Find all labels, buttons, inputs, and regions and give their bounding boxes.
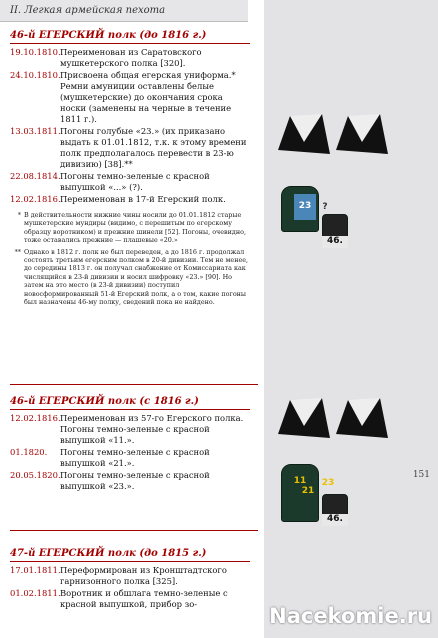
entry xyxy=(10,126,250,170)
section-46-after-1816 xyxy=(0,396,260,493)
entry xyxy=(10,413,250,446)
section-47-before-1815 xyxy=(0,548,260,611)
entry-text: Погоны темно-зеленые с красной выпушкой «...» (?). xyxy=(60,171,210,192)
strap-label: ? xyxy=(322,202,328,212)
entry xyxy=(10,588,250,610)
footnote xyxy=(10,248,250,307)
strap-label: 21 xyxy=(301,486,315,496)
entry-text: Переформирован из Кронштадтского гарнизонного полка [325]. xyxy=(60,565,227,586)
section-title: 46-й ЕГЕРСКИЙ полк (с 1816 г.) xyxy=(10,396,250,410)
entry-text: Переименован в 17-й Егерский полк. xyxy=(60,194,226,204)
section-title: 47-й ЕГЕРСКИЙ полк (до 1815 г.) xyxy=(10,548,250,562)
page-number: 151 xyxy=(412,470,430,480)
entry xyxy=(10,470,250,492)
strap-label: 46. xyxy=(322,514,348,526)
entry-date: 20.05.1820. xyxy=(10,470,61,480)
section-title: 46-й ЕГЕРСКИЙ полк (до 1816 г.) xyxy=(10,30,250,44)
section-46-before-1816 xyxy=(0,30,260,309)
strap-label: 23 xyxy=(321,478,335,488)
footnotes xyxy=(10,211,250,306)
entry xyxy=(10,171,250,193)
entry-text: Погоны голубые «23.» (их приказано выдать к 01.01.1812, т.к. к этому времени полк предполагалось перевести в 23-ю дивизию) [38].** xyxy=(60,126,247,169)
entry-text: Переименован из Саратовского мушкетерского полка [320]. xyxy=(60,47,202,68)
entry xyxy=(10,47,250,69)
entry xyxy=(10,447,250,469)
watermark: Nacekomie.ru xyxy=(269,604,432,628)
footnote-mark: * xyxy=(17,211,21,219)
entry-date: 01.1820. xyxy=(10,447,48,457)
footnote-text: В действительности нижние чины носили до 01.01.1812 старые мушкетерские мундиры (видимо, с перешитым по егерскому образцу воротником) и прежние шинели [52]. Погоны, очевидно, тоже оставались прежние — плашевые «20.» xyxy=(24,211,246,245)
entry-text: Воротник и обшлага темно-зеленые с красной выпушкой, прибор зо- xyxy=(60,588,228,609)
illustration-panel xyxy=(264,0,438,638)
entry-text: Погоны темно-зеленые с красной выпушкой «23.». xyxy=(60,470,210,491)
entry-date: 19.10.1810. xyxy=(10,47,61,57)
footnote-text: Однако в 1812 г. полк не был переведен, а до 1816 г. продолжал состоять третьим егерским полком в 20-й дивизии. Тем не менее, до середины 1813 г. он получал снабжение от Комиссариата как числящийся в 23-й дивизии и носил шифровку «23.» [90]. Но затем на это место (в 23-й дивизии) поступил новосформированный 51-й Егерский полк, а о том, какие погоны был назначены 46-му полку, сведений пока не найдено. xyxy=(24,247,249,307)
footnote-mark: ** xyxy=(14,247,21,256)
entry-text: Переименован из 57-го Егерского полка. Погоны темно-зеленые с красной выпушкой «11.». xyxy=(60,413,244,445)
entry-text: Погоны темно-зеленые с красной выпушкой «21.». xyxy=(60,447,210,468)
section-divider xyxy=(10,530,258,531)
entry-date: 12.02.1816. xyxy=(10,413,61,423)
strap-label: 46. xyxy=(322,236,348,248)
entry-date: 01.02.1811. xyxy=(10,588,61,598)
entry-text: Присвоена общая егерская униформа.* Ремни амуниции оставлены белые (мушкетерские) до окончания срока носки (заменены на черные в течение 1811 г.). xyxy=(60,70,236,124)
entry-date: 24.10.1810. xyxy=(10,70,61,80)
strap-label: 11 xyxy=(293,476,307,486)
entry xyxy=(10,70,250,125)
collar-illustration-1 xyxy=(276,110,396,160)
chapter-header: II. Легкая армейская пехота xyxy=(0,0,248,22)
entry-date: 12.02.1816. xyxy=(10,194,61,204)
section-divider xyxy=(10,384,258,385)
strap-label: 23 xyxy=(294,194,316,220)
collar-illustration-2 xyxy=(276,394,396,444)
footnote xyxy=(10,211,250,245)
entry-date: 17.01.1811. xyxy=(10,565,61,575)
entry-date: 22.08.1814. xyxy=(10,171,61,181)
entry xyxy=(10,194,250,205)
entry-date: 13.03.1811. xyxy=(10,126,61,136)
entry xyxy=(10,565,250,587)
